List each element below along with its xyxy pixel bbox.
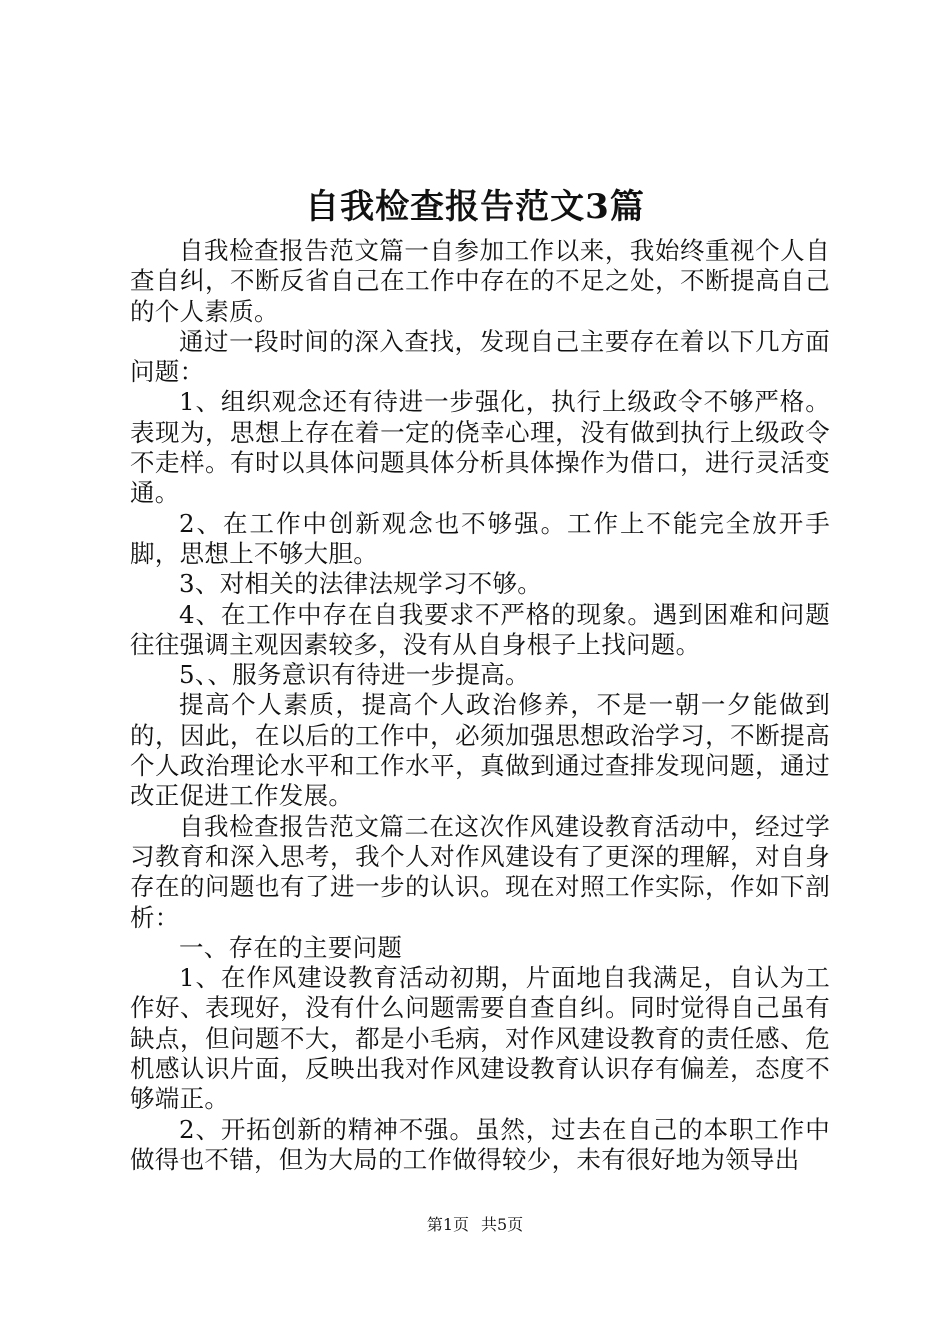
section-heading: 一、存在的主要问题 [179,932,403,962]
page-number: 第1页 [426,1215,469,1234]
paragraph: 自我检查报告范文篇二在这次作风建设教育活动中，经过学习教育和深入思考，我个人对作风建设有了更深的理解，对自身存在的问题也有了进一步的认识。现在对照工作实际，作如下剖析： [130,811,830,932]
paragraph: 4、在工作中存在自我要求不严格的现象。遇到困难和问题往往强调主观因素较多，没有从自身根子上找问题。 [130,599,830,659]
page-total: 共5页 [481,1215,524,1234]
paragraph: 3、对相关的法律法规学习不够。 [179,569,543,599]
paragraph: 自我检查报告范文篇一自参加工作以来，我始终重视个人自查自纠，不断反省自己在工作中存在的不足之处，不断提高自己的个人素质。 [130,236,830,326]
paragraph: 1、组织观念还有待进一步强化，执行上级政令不够严格。表现为，思想上存在着一定的侥幸心理，没有做到执行上级政令不走样。有时以具体问题具体分析具体操作为借口，进行灵活变通。 [130,387,830,508]
paragraph: 5、、服务意识有待进一步提高。 [179,660,530,690]
page-footer [0,1213,950,1237]
paragraph: 提高个人素质，提高个人政治修养，不是一朝一夕能做到的，因此，在以后的工作中，必须加强思想政治学习，不断提高个人政治理论水平和工作水平，真做到通过查排发现问题，通过改正促进工作发展。 [130,690,830,811]
document-title: 自我检查报告范文3篇 [305,187,645,227]
document-body [130,236,830,1175]
paragraph: 通过一段时间的深入查找，发现自己主要存在着以下几方面问题： [130,326,830,387]
paragraph: 2、开拓创新的精神不强。虽然，过去在自己的本职工作中做得也不错，但为大局的工作做得较少，未有很好地为领导出 [130,1114,830,1174]
paragraph: 2、在工作中创新观念也不够强。工作上不能完全放开手脚，思想上不够大胆。 [130,508,830,568]
paragraph: 1、在作风建设教育活动初期，片面地自我满足，自认为工作好、表现好，没有什么问题需要自查自纠。同时觉得自己虽有缺点，但问题不大，都是小毛病，对作风建设教育的责任感、危机感认识片面，反映出我对作风建设教育认识存有偏差，态度不够端正。 [130,963,830,1114]
